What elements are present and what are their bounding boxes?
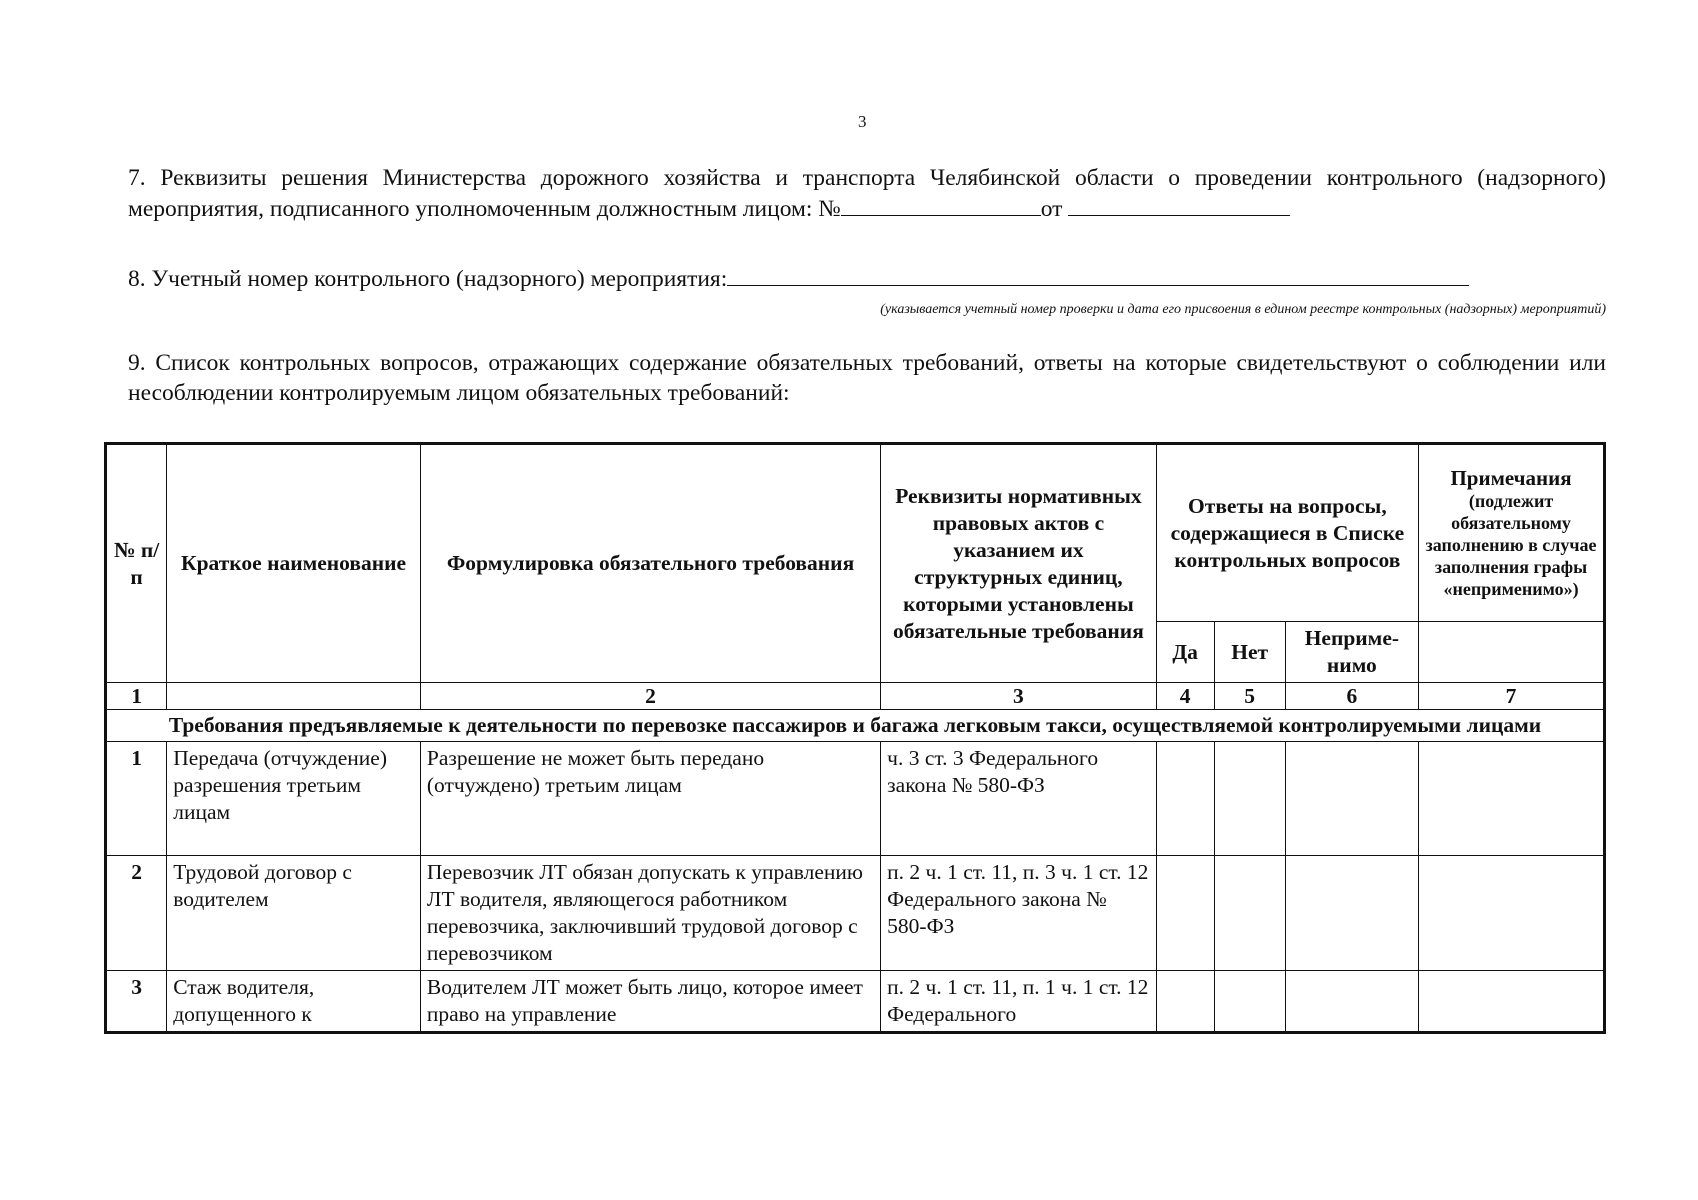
column-number: 1: [106, 683, 167, 710]
row-name: Трудовой договор с водителем: [167, 856, 421, 971]
registration-number-blank: [727, 263, 1469, 286]
column-number: 7: [1419, 683, 1605, 710]
answer-no-cell[interactable]: [1214, 971, 1285, 1033]
section-title: Требования предъявляемые к деятельности по перевозке пассажиров и багажа легковым такси, осуществляемой контролируемыми лицами: [106, 710, 1605, 742]
section-8-paragraph: [128, 263, 1606, 294]
column-number: 2: [420, 683, 880, 710]
section-9-paragraph: 9. Список контрольных вопросов, отражающих содержание обязательных требований, ответы на которые свидетельствуют о соблюдении или несоблюдении контролируемым лицом обязательных требований:: [128, 350, 1606, 406]
row-number: 1: [106, 742, 167, 856]
notes-cell[interactable]: [1419, 742, 1605, 856]
decision-date-blank: [1068, 193, 1290, 216]
row-name: Стаж водителя, допущенного к: [167, 971, 421, 1033]
header-notes-sub: [1419, 622, 1605, 683]
answer-no-cell[interactable]: [1214, 742, 1285, 856]
answer-na-cell[interactable]: [1285, 742, 1418, 856]
row-acts: п. 2 ч. 1 ст. 11, п. 3 ч. 1 ст. 12 Федерального закона № 580-ФЗ: [881, 856, 1157, 971]
header-yes: Да: [1156, 622, 1214, 683]
section-title-row: [106, 710, 1605, 742]
header-notes-text: (подлежит обязательному заполнению в случае заполнения графы «неприменимо»): [1425, 490, 1597, 599]
row-acts: ч. 3 ст. 3 Федерального закона № 580-ФЗ: [881, 742, 1157, 856]
section-8-text: 8. Учетный номер контрольного (надзорного) мероприятия:: [128, 266, 728, 292]
column-number: [167, 683, 421, 710]
column-number: 6: [1285, 683, 1418, 710]
header-na: Неприме-нимо: [1285, 622, 1418, 683]
answer-yes-cell[interactable]: [1156, 856, 1214, 971]
section-7-paragraph: [128, 163, 1606, 224]
answer-na-cell[interactable]: [1285, 971, 1418, 1033]
column-number: 3: [881, 683, 1157, 710]
row-requirement: Разрешение не может быть передано (отчуждено) третьим лицам: [420, 742, 880, 856]
answer-na-cell[interactable]: [1285, 856, 1418, 971]
page-number: 3: [858, 112, 867, 131]
row-requirement: Перевозчик ЛТ обязан допускать к управлению ЛТ водителя, являющегося работником перевозчика, заключивший трудовой договор с перевозчиком: [420, 856, 880, 971]
row-acts: п. 2 ч. 1 ст. 11, п. 1 ч. 1 ст. 12 Федерального: [881, 971, 1157, 1033]
section-7-from-label: от: [1040, 196, 1063, 222]
header-acts: Реквизиты нормативных правовых актов с указанием их структурных единиц, которыми установлены обязательные требования: [881, 444, 1157, 683]
table-row: [106, 971, 1605, 1033]
checklist-table: [104, 442, 1606, 1034]
header-row-top: [106, 444, 1605, 622]
header-name: Краткое наименование: [167, 444, 421, 683]
header-no: Нет: [1214, 622, 1285, 683]
notes-cell[interactable]: [1419, 856, 1605, 971]
table-row: [106, 856, 1605, 971]
section-8-hint: (указывается учетный номер проверки и дата его присвоения в едином реестре контрольных (надзорных) мероприятий): [880, 302, 1606, 317]
answer-no-cell[interactable]: [1214, 856, 1285, 971]
row-name: Передача (отчуждение) разрешения третьим лицам: [167, 742, 421, 856]
column-number: 5: [1214, 683, 1285, 710]
header-notes-lead: Примечания: [1450, 465, 1572, 490]
row-requirement: Водителем ЛТ может быть лицо, которое имеет право на управление: [420, 971, 880, 1033]
answer-yes-cell[interactable]: [1156, 971, 1214, 1033]
decision-number-blank: [841, 193, 1041, 216]
answer-yes-cell[interactable]: [1156, 742, 1214, 856]
row-number: 2: [106, 856, 167, 971]
header-requirement: Формулировка обязательного требования: [420, 444, 880, 683]
header-answers: Ответы на вопросы, содержащиеся в Списке контрольных вопросов: [1156, 444, 1418, 622]
section-7-text: 7. Реквизиты решения Министерства дорожного хозяйства и транспорта Челябинской области о проведении контрольного (надзорного) мероприятия, подписанного уполномоченным должностным лицом: №: [128, 165, 1606, 222]
row-number: 3: [106, 971, 167, 1033]
table-row: [106, 742, 1605, 856]
column-number-row: [106, 683, 1605, 710]
notes-cell[interactable]: [1419, 971, 1605, 1033]
header-num: № п/п: [106, 444, 167, 683]
column-number: 4: [1156, 683, 1214, 710]
header-notes: [1419, 444, 1605, 622]
